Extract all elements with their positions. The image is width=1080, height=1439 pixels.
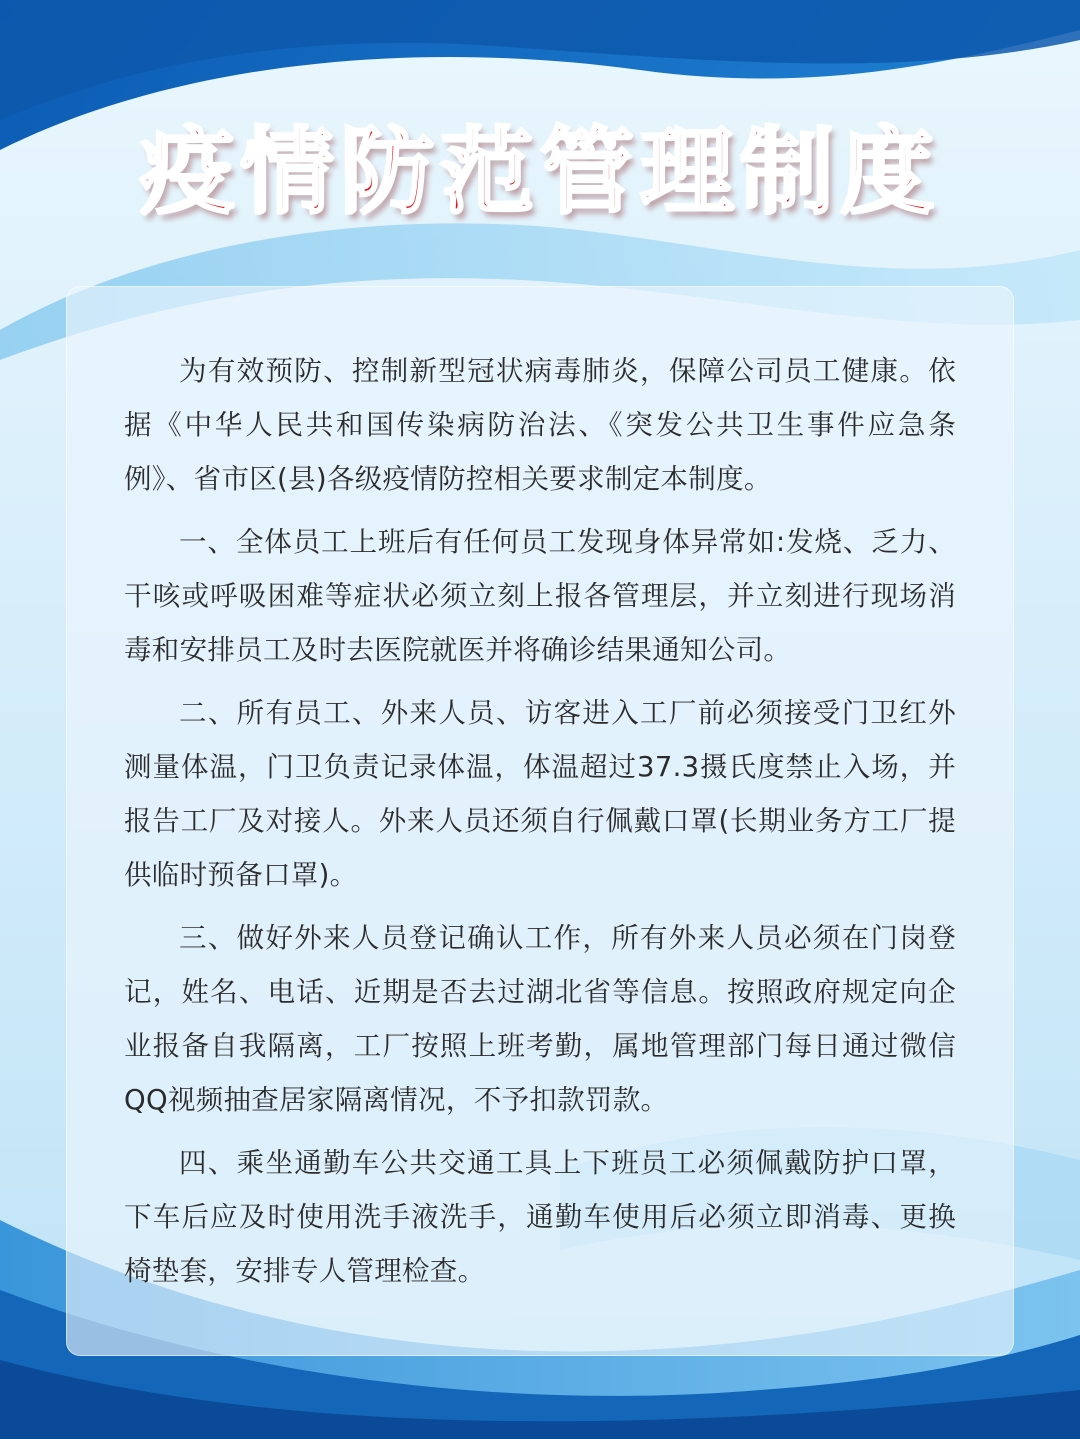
regulation-text bbox=[124, 344, 956, 1307]
rule-one-paragraph: 一、全体员工上班后有任何员工发现身体异常如:发烧、乏力、干咳或呼吸困难等症状必须立刻上报各管理层，并立刻进行现场消毒和安排员工及时去医院就医并将确诊结果通知公司。 bbox=[124, 526, 956, 666]
rule-three-paragraph: 三、做好外来人员登记确认工作，所有外来人员必须在门岗登记，姓名、电话、近期是否去过湖北省等信息。按照政府规定向企业报备自我隔离，工厂按照上班考勤，属地管理部门每日通过微信QQ视频抽查居家隔离情况，不予扣款罚款。 bbox=[124, 922, 956, 1116]
poster-title: 疫情防范管理制度 bbox=[139, 117, 940, 227]
rule-four-paragraph: 四、乘坐通勤车公共交通工具上下班员工必须佩戴防护口罩，下车后应及时使用洗手液洗手，通勤车使用后必须立即消毒、更换椅垫套，安排专人管理检查。 bbox=[124, 1147, 956, 1287]
rule-two-paragraph: 二、所有员工、外来人员、访客进入工厂前必须接受门卫红外测量体温，门卫负责记录体温，体温超过37.3摄氏度禁止入场，并报告工厂及对接人。外来人员还须自行佩戴口罩(长期业务方工厂提供临时预备口罩)。 bbox=[124, 697, 956, 891]
intro-paragraph: 为有效预防、控制新型冠状病毒肺炎，保障公司员工健康。依据《中华人民共和国传染病防治法、《突发公共卫生事件应急条例》、省市区(县)各级疫情防控相关要求制定本制度。 bbox=[124, 355, 956, 495]
